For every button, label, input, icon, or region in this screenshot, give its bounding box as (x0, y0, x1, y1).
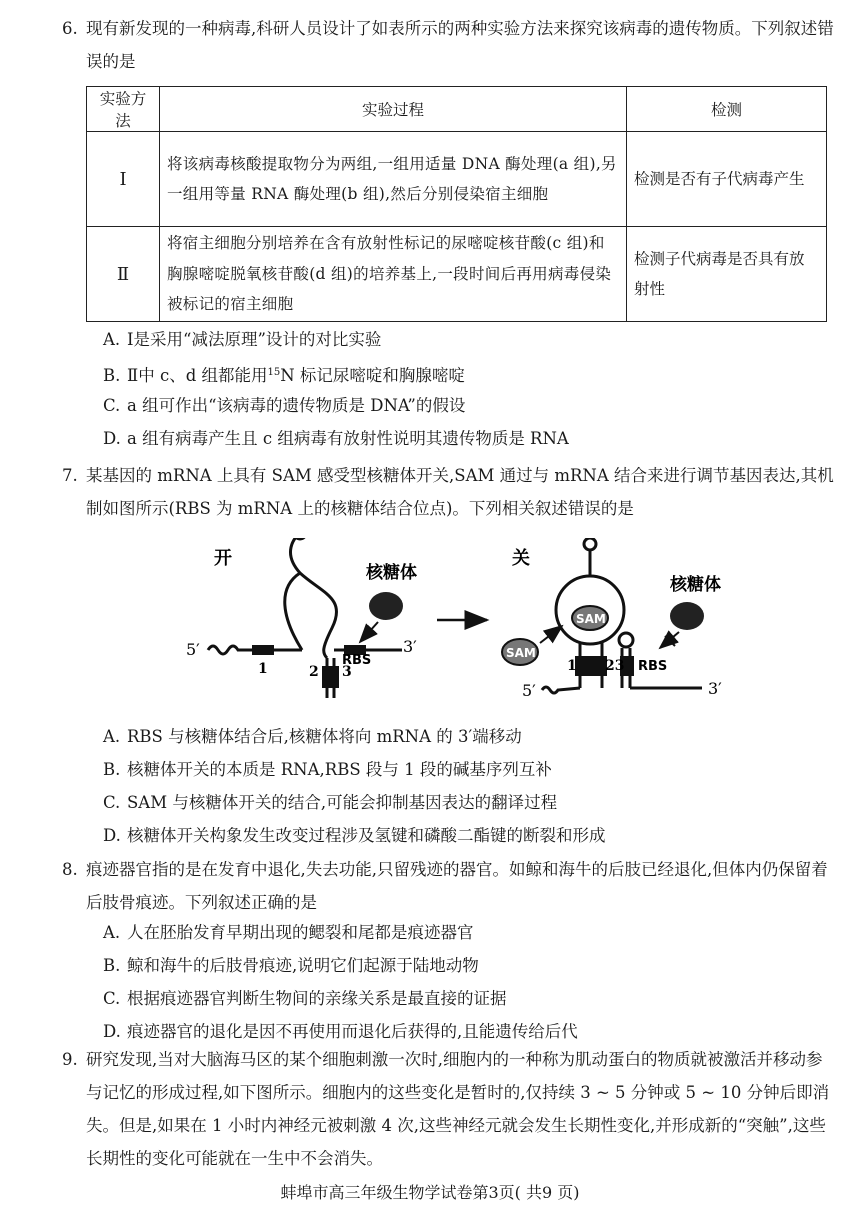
question-number: 6. (62, 19, 78, 38)
option-c[interactable] (103, 988, 507, 1010)
hairpin-loop (584, 538, 596, 550)
question-number: 7. (62, 466, 78, 485)
segment-1-label: 1 (258, 661, 268, 677)
riboswitch-diagram (182, 538, 752, 698)
process-cell: 将宿主细胞分别培养在含有放射性标记的尿嘧啶核苷酸(c 组)和胸腺嘧啶脱氧核苷酸(d 组)的培养基上,一段时间后再用病毒侵染被标记的宿主细胞 (160, 227, 627, 322)
off-state (502, 538, 722, 698)
table-header-row (87, 87, 827, 132)
ribosome-label: 核糖体 (670, 575, 721, 595)
option-letter: B. (103, 956, 121, 975)
on-state (186, 538, 417, 698)
on-label: 开 (214, 548, 232, 569)
option-b[interactable] (103, 759, 552, 781)
table-header: 检测 (627, 87, 827, 132)
option-text: 根据痕迹器官判断生物间的亲缘关系是最直接的证据 (127, 989, 507, 1008)
option-letter: A. (103, 923, 121, 942)
sam-arrow (540, 626, 562, 643)
question-stem: 痕迹器官指的是在发育中退化,失去功能,只留残迹的器官。如鲸和海牛的后肢已经退化,但体内仍保留着后肢骨痕迹。下列叙述正确的是 (86, 860, 828, 912)
three-prime-label: 3′ (708, 679, 722, 698)
segment-1-2-3 (575, 656, 607, 676)
option-a[interactable] (103, 922, 474, 944)
five-prime-label: 5′ (522, 681, 536, 698)
segment-1-label: 1 (567, 658, 577, 674)
method-cell: Ⅱ (87, 227, 160, 322)
isotope-superscript: 15 (267, 367, 281, 378)
option-letter: D. (103, 1022, 121, 1041)
question-7 (62, 459, 837, 525)
question-9 (62, 1043, 837, 1175)
option-letter: C. (103, 396, 121, 415)
option-text: SAM 与核糖体开关的结合,可能会抑制基因表达的翻译过程 (127, 793, 558, 812)
option-text: Ⅱ中 c、d 组都能用 (127, 366, 268, 385)
ribosome-icon (670, 602, 704, 630)
option-d[interactable] (103, 428, 569, 450)
three-prime-label: 3′ (403, 637, 417, 656)
option-letter: B. (103, 366, 121, 385)
hairpin-loop (294, 538, 306, 539)
segment-23-label: 23 (605, 658, 625, 674)
option-text: 核糖体开关的本质是 RNA,RBS 段与 1 段的碱基序列互补 (127, 760, 552, 779)
option-text: RBS 与核糖体结合后,核糖体将向 mRNA 的 3′端移动 (127, 727, 522, 746)
page-footer: 蚌埠市高三年级生物学试卷第3页( 共9 页) (280, 1183, 580, 1202)
mrna-strand (542, 687, 580, 693)
segment-2-3 (322, 666, 339, 688)
option-letter: B. (103, 760, 121, 779)
experiment-table (86, 86, 827, 322)
option-d[interactable] (103, 825, 606, 847)
option-letter: D. (103, 826, 121, 845)
option-a[interactable] (103, 726, 522, 748)
question-stem: 某基因的 mRNA 上具有 SAM 感受型核糖体开关,SAM 通过与 mRNA 结合来进行调节基因表达,其机制如图所示(RBS 为 mRNA 上的核糖体结合位点)。下列相关叙述错误的是 (86, 466, 834, 518)
question-number: 9. (62, 1050, 78, 1069)
table-row (87, 132, 827, 227)
option-d[interactable] (103, 1021, 578, 1043)
table-header: 实验过程 (160, 87, 627, 132)
rbs-loop (619, 633, 633, 647)
rbs-label: RBS (342, 653, 372, 668)
option-text: 核糖体开关构象发生改变过程涉及氢键和磷酸二酯键的断裂和形成 (127, 826, 606, 845)
ribosome-label: 核糖体 (366, 563, 417, 583)
option-text: 痕迹器官的退化是因不再使用而退化后获得的,且能遗传给后代 (127, 1022, 578, 1041)
sam-bound-label: SAM (576, 612, 606, 626)
option-letter: C. (103, 989, 121, 1008)
question-number: 8. (62, 860, 78, 879)
option-c[interactable] (103, 395, 465, 417)
option-text: 人在胚胎发育早期出现的鳃裂和尾都是痕迹器官 (127, 923, 474, 942)
detect-cell: 检测子代病毒是否具有放射性 (627, 227, 827, 322)
ribosome-icon (369, 592, 403, 620)
off-label: 关 (512, 548, 530, 569)
method-cell: Ⅰ (87, 132, 160, 227)
segment-1 (252, 645, 274, 655)
option-text: N 标记尿嘧啶和胸腺嘧啶 (280, 366, 465, 385)
option-b[interactable] (103, 955, 479, 977)
question-stem: 研究发现,当对大脑海马区的某个细胞刺激一次时,细胞内的一种称为肌动蛋白的物质就被激活并移动参与记忆的形成过程,如下图所示。细胞内的这些变化是暂时的,仅持续 3 ~ 5 分钟或 5 ~ 10 分钟后即消失。但是,如果在 1 小时内神经元被刺激 4 次,这些神经元就会发生长期性变化,并形成新的“突触”,这些长期性的变化可能就在一生中不会消失。 (86, 1050, 830, 1168)
option-text: a 组可作出“该病毒的遗传物质是 DNA”的假设 (127, 396, 466, 415)
option-c[interactable] (103, 792, 557, 814)
option-letter: D. (103, 429, 121, 448)
rbs-label: RBS (638, 659, 668, 674)
table-header: 实验方法 (87, 87, 160, 132)
question-8 (62, 853, 837, 919)
table-row (87, 227, 827, 322)
option-a[interactable] (103, 329, 381, 351)
option-b[interactable] (103, 362, 465, 387)
detect-cell: 检测是否有子代病毒产生 (627, 132, 827, 227)
question-stem: 现有新发现的一种病毒,科研人员设计了如表所示的两种实验方法来探究该病毒的遗传物质。下列叙述错误的是 (86, 19, 834, 71)
five-prime-label: 5′ (186, 640, 200, 659)
binding-arrow (360, 622, 378, 642)
segment-3-label: 3 (342, 664, 352, 680)
process-cell: 将该病毒核酸提取物分为两组,一组用适量 DNA 酶处理(a 组),另一组用等量 RNA 酶处理(b 组),然后分别侵染宿主细胞 (160, 132, 627, 227)
option-text: a 组有病毒产生且 c 组病毒有放射性说明其遗传物质是 RNA (127, 429, 569, 448)
sam-free-label: SAM (506, 646, 536, 660)
option-letter: C. (103, 793, 121, 812)
option-text: 鲸和海牛的后肢骨痕迹,说明它们起源于陆地动物 (127, 956, 479, 975)
segment-2-label: 2 (309, 664, 319, 680)
option-letter: A. (103, 727, 121, 746)
question-6 (62, 12, 837, 78)
option-text: Ⅰ是采用“减法原理”设计的对比实验 (127, 330, 382, 349)
option-letter: A. (103, 330, 121, 349)
stem-loop (285, 538, 337, 658)
